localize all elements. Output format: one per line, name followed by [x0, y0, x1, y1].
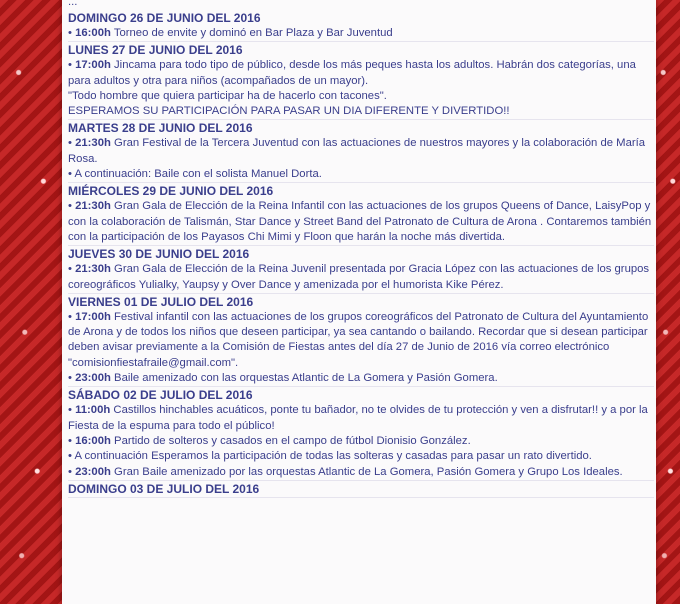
- event-entry: • 16:00h Partido de solteros y casados en el campo de fútbol Dionisio González.: [68, 434, 471, 447]
- day-heading: VIERNES 01 DE JULIO DEL 2016: [68, 294, 254, 309]
- festive-border-right: [656, 0, 680, 604]
- event-time: 16:00h: [75, 434, 111, 447]
- day-heading: DOMINGO 26 DE JUNIO DEL 2016: [68, 11, 261, 25]
- event-description: Gran Festival de la Tercera Juventud con las actuaciones de nuestros mayores y la colaboración de María Rosa.: [68, 137, 646, 165]
- program-sheet: [62, 0, 656, 604]
- event-entry: • 23:00h Gran Baile amenizado por las orquestas Atlantic de La Gomera, Pasión Gomera y Grupo Los Ideales.: [68, 465, 623, 478]
- day-section: [68, 294, 654, 387]
- event-entry: • 11:00h Castillos hinchables acuáticos, ponte tu bañador, no te olvides de tu protección y ven a disfrutar!! y a por la Fiesta de la espuma para todo el público!: [68, 404, 648, 432]
- event-description: Castillos hinchables acuáticos, ponte tu bañador, no te olvides de tu protección y ven a disfrutar!! y a por la Fiesta de la espuma para todo el público!: [68, 404, 648, 432]
- event-time: 17:00h: [75, 59, 111, 72]
- event-description: A continuación Esperamos la participación de todas las solteras y casadas para pasar un rato divertido.: [74, 450, 592, 463]
- day-heading: JUEVES 30 DE JUNIO DEL 2016: [68, 247, 250, 262]
- cut-off-line: ...: [68, 0, 78, 8]
- event-description: Festival infantil con las actuaciones de los grupos coreográficos del Patronato de Cultura del Ayuntamiento de Arona y de todos los niños que deseen participar, ya sea cantando o bailando. Recordar que si desean participar deben avisar previamente a la Comisión de Fiestas antes del día 27 de Junio de 2016 vía correo electrónico "comisionfiestafraile@gmail.com".: [68, 310, 649, 369]
- day-section: [68, 387, 654, 480]
- event-description: Baile amenizado con las orquestas Atlantic de La Gomera y Pasión Gomera.: [110, 372, 498, 385]
- event-time: 21:30h: [75, 137, 111, 150]
- event-entry: • A continuación: Baile con el solista Manuel Dorta.: [68, 168, 322, 181]
- event-entry: • 23:00h Baile amenizado con las orquestas Atlantic de La Gomera y Pasión Gomera.: [68, 372, 498, 385]
- event-time: 16:00h: [75, 27, 111, 39]
- event-note: "Todo hombre que quiera participar ha de hacerlo con tacones".: [68, 89, 387, 102]
- event-description: Jincama para todo tipo de público, desde los más peques hasta los adultos. Habrán dos categorías, una para adultos y otra para niños (acompañados de un mayor).: [68, 59, 636, 87]
- event-description: Gran Baile amenizado por las orquestas Atlantic de La Gomera, Pasión Gomera y Grupo Los Ideales.: [110, 465, 623, 478]
- event-time: 11:00h: [75, 404, 111, 417]
- day-heading: MARTES 28 DE JUNIO DEL 2016: [68, 121, 253, 136]
- day-heading: MIÉRCOLES 29 DE JUNIO DEL 2016: [68, 184, 274, 199]
- event-entry: • 21:30h Gran Festival de la Tercera Juventud con las actuaciones de nuestros mayores y la colaboración de María Rosa.: [68, 137, 646, 165]
- program-content: [68, 0, 654, 498]
- event-description: Torneo de envite y dominó en Bar Plaza y Bar Juventud: [110, 27, 393, 39]
- event-entry: • A continuación Esperamos la participación de todas las solteras y casadas para pasar un rato divertido.: [68, 450, 592, 463]
- event-description: Gran Gala de Elección de la Reina Juvenil presentada por Gracia López con las actuaciones de los grupos coreográficos Yulialky, Yaupsy y Over Dance y amenizada por el humorista Kike Pérez.: [68, 263, 650, 291]
- day-section: [68, 183, 654, 246]
- day-heading: SÁBADO 02 DE JULIO DEL 2016: [68, 388, 253, 403]
- event-description: A continuación: Baile con el solista Manuel Dorta.: [74, 168, 322, 181]
- day-section: [68, 246, 654, 294]
- event-entry: • 17:00h Jincama para todo tipo de público, desde los más peques hasta los adultos. Habrán dos categorías, una para adultos y otra para niños (acompañados de un mayor).: [68, 59, 636, 87]
- day-section: [68, 10, 654, 42]
- day-section: [68, 42, 654, 120]
- day-section: [68, 120, 654, 183]
- day-heading: LUNES 27 DE JUNIO DEL 2016: [68, 43, 243, 58]
- event-time: 21:30h: [75, 200, 111, 213]
- event-time: 23:00h: [75, 465, 111, 478]
- day-heading: DOMINGO 03 DE JULIO DEL 2016: [68, 481, 260, 496]
- event-description: Gran Gala de Elección de la Reina Infantil con las actuaciones de los grupos Queens of Dance, LaisyPop y con la colaboración de Talismán, Star Dance y Street Band del Patronato de Cultura de Arona . Contaremos también con la participación de los Payasos Chi Mimi y Floon que harán la noche más divertida.: [68, 200, 652, 243]
- event-entry: • 17:00h Festival infantil con las actuaciones de los grupos coreográficos del Patronato de Cultura del Ayuntamiento de Arona y de todos los niños que deseen participar, ya sea cantando o bailando. Recordar que si desean participar deben avisar previamente a la Comisión de Fiestas antes del día 27 de Junio de 2016 vía correo electrónico "comisionfiestafraile@gmail.com".: [68, 310, 649, 369]
- event-note: ESPERAMOS SU PARTICIPACIÓN PARA PASAR UN DIA DIFERENTE Y DIVERTIDO!!: [68, 105, 510, 118]
- event-entry: • 16:00h Torneo de envite y dominó en Bar Plaza y Bar Juventud: [68, 27, 393, 39]
- festive-border-left: [0, 0, 62, 604]
- event-time: 21:30h: [75, 263, 111, 276]
- event-description: Partido de solteros y casados en el campo de fútbol Dionisio González.: [110, 434, 471, 447]
- event-entry: • 21:30h Gran Gala de Elección de la Reina Juvenil presentada por Gracia López con las actuaciones de los grupos coreográficos Yulialky, Yaupsy y Over Dance y amenizada por el humorista Kike Pérez.: [68, 263, 650, 291]
- event-entry: • 21:30h Gran Gala de Elección de la Reina Infantil con las actuaciones de los grupos Queens of Dance, LaisyPop y con la colaboración de Talismán, Star Dance y Street Band del Patronato de Cultura de Arona . Contaremos también con la participación de los Payasos Chi Mimi y Floon que harán la noche más divertida.: [68, 200, 652, 243]
- event-time: 23:00h: [75, 372, 111, 385]
- event-time: 17:00h: [75, 310, 111, 323]
- day-section: [68, 481, 654, 498]
